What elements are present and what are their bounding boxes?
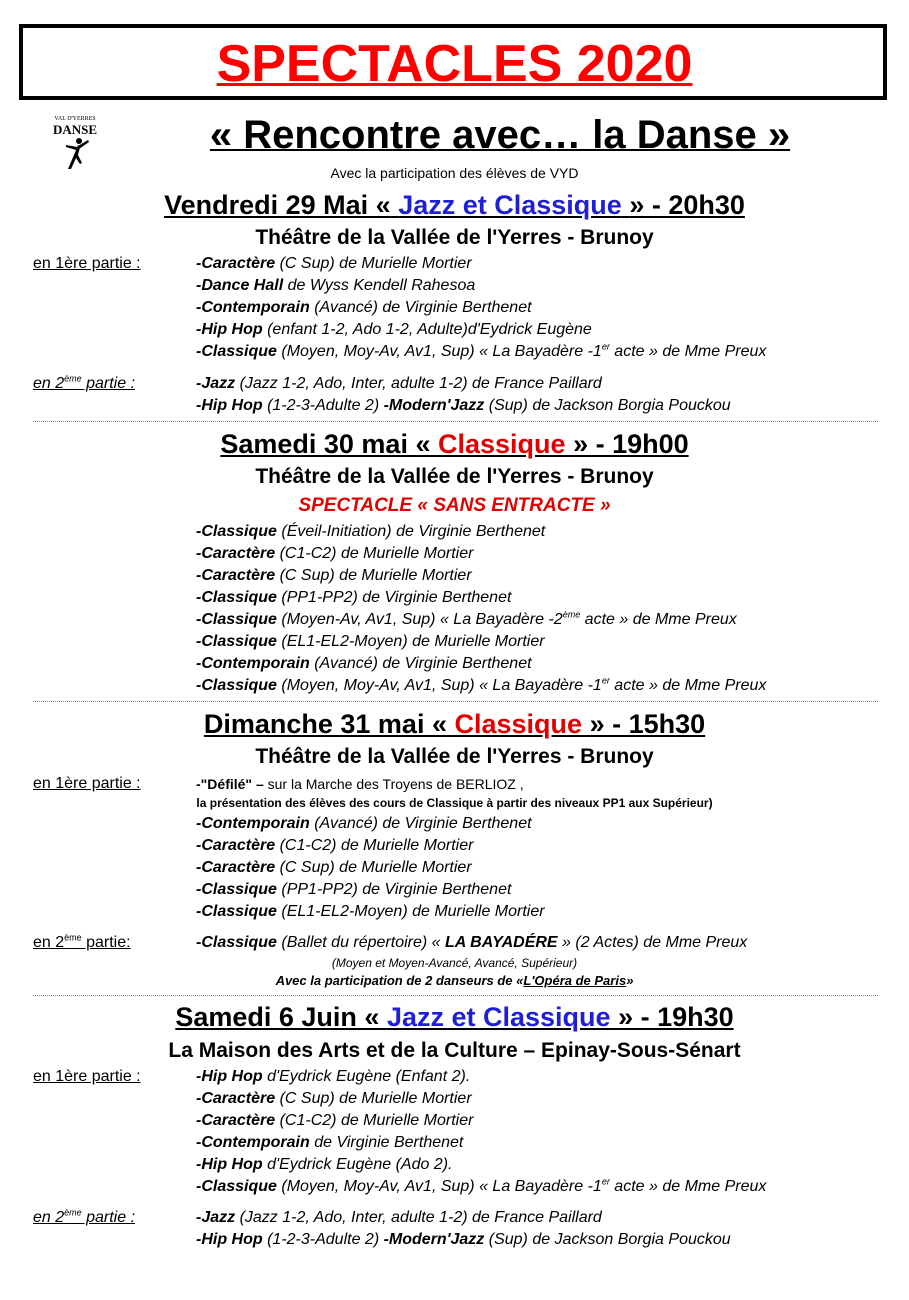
show2-note: SPECTACLE « SANS ENTRACTE » [298,495,611,516]
logo-name: DANSE [52,122,98,137]
participation-note: Avec la participation des élèves de VYD [330,165,579,181]
show3-p1-item: -Caractère (C Sup) de Murielle Mortier [196,859,472,876]
show1-date: Vendredi 29 Mai « [164,190,391,220]
show4-p1-item: -Hip Hop d'Eydrick Eugène (Enfant 2). [196,1068,471,1085]
show1-time: » - 20h30 [629,190,745,220]
show2-item: -Caractère (C1-C2) de Murielle Mortier [196,545,474,562]
show4-p2-item: -Hip Hop (1-2-3-Adulte 2) -Modern'Jazz (Sup) de Jackson Borgia Pouckou [196,1231,731,1248]
show2-item: -Classique (Moyen, Moy-Av, Av1, Sup) « La Bayadère -1er acte » de Mme Preux [196,675,767,694]
show3-date: Dimanche 31 mai « [203,709,447,739]
show1-heading [0,189,909,221]
show1-venue: Théâtre de la Vallée de l'Yerres - Brunoy [255,226,654,249]
show4-p1-item: -Caractère (C Sup) de Murielle Mortier [196,1090,472,1107]
show3-part1-label: en 1ère partie : [33,775,141,792]
show4-p1-item: -Hip Hop d'Eydrick Eugène (Ado 2). [196,1156,453,1173]
show1-part2-label: en 2ème partie : [33,373,136,392]
show4-venue: La Maison des Arts et de la Culture – Epinay-Sous-Sénart [168,1039,741,1062]
show1-p1-item: -Dance Hall de Wyss Kendell Rahesoa [196,277,476,294]
event-subtitle: « Rencontre avec… la Danse » [209,113,791,157]
show2-item: -Classique (PP1-PP2) de Virginie Berthenet [196,589,512,606]
show1-p1-item: -Classique (Moyen, Moy-Av, Av1, Sup) « La Bayadère -1er acte » de Mme Preux [196,341,767,360]
show3-levels: (Moyen et Moyen-Avancé, Avancé, Supérieur) [331,956,578,970]
show3-defile-desc: la présentation des élèves des cours de Classique à partir des niveaux PP1 aux Supérieur) [196,796,713,810]
divider [33,421,878,422]
show1-part1-label: en 1ère partie : [33,255,141,272]
show1-style: Jazz et Classique [398,190,622,220]
show3-part2-label: en 2ème partie: [33,932,131,951]
show2-time: » - 19h00 [573,429,689,459]
show3-time: » - 15h30 [589,709,706,739]
show1-p1-item: -Caractère (C Sup) de Murielle Mortier [196,255,472,272]
show3-p1-item: -Caractère (C1-C2) de Murielle Mortier [196,837,474,854]
show2-date: Samedi 30 mai « [220,429,431,459]
show4-p1-item: -Classique (Moyen, Moy-Av, Av1, Sup) « La Bayadère -1er acte » de Mme Preux [196,1176,767,1195]
show3-style: Classique [454,709,583,739]
show4-p2-item: -Jazz (Jazz 1-2, Ado, Inter, adulte 1-2) de France Paillard [196,1209,602,1226]
show4-p1-item: -Contemporain de Virginie Berthenet [196,1134,464,1151]
show2-item: -Classique (Éveil-Initiation) de Virginie Berthenet [196,523,546,540]
show3-p1-item: -Contemporain (Avancé) de Virginie Berthenet [196,815,532,832]
page-title: SPECTACLES 2020 [216,35,693,93]
show1-p1-item: -Contemporain (Avancé) de Virginie Berthenet [196,299,532,316]
show4-date: Samedi 6 Juin « [175,1002,380,1032]
show3-defile: -"Défilé" – sur la Marche des Troyens de BERLIOZ , [196,776,524,792]
show3-p1-item: -Classique (EL1-EL2-Moyen) de Murielle Mortier [196,903,545,920]
show4-p1-item: -Caractère (C1-C2) de Murielle Mortier [196,1112,474,1129]
show4-heading [0,1001,909,1033]
show3-p1-item: -Classique (PP1-PP2) de Virginie Berthenet [196,881,512,898]
show4-time: » - 19h30 [618,1002,734,1032]
show3-p2-item: -Classique (Ballet du répertoire) « LA BAYADÉRE » (2 Actes) de Mme Preux [196,934,748,951]
show1-p2-item: -Hip Hop (1-2-3-Adulte 2) -Modern'Jazz (Sup) de Jackson Borgia Pouckou [196,397,731,414]
show4-style: Jazz et Classique [386,1002,611,1032]
divider [33,701,878,702]
divider [33,995,878,996]
show3-heading [0,708,909,740]
show3-guests: Avec la participation de 2 danseurs de «L'Opéra de Paris» [275,973,634,988]
show1-p2-item: -Jazz (Jazz 1-2, Ado, Inter, adulte 1-2) de France Paillard [196,375,602,392]
show2-item: -Caractère (C Sup) de Murielle Mortier [196,567,472,584]
logo-top-text: VAL D'YERRES [54,116,96,122]
show2-item: -Classique (Moyen-Av, Av1, Sup) « La Bayadère -2ème acte » de Mme Preux [196,609,737,628]
show2-heading [0,428,909,460]
show2-style: Classique [437,429,566,459]
show4-part2-label: en 2ème partie : [33,1207,136,1226]
show3-venue: Théâtre de la Vallée de l'Yerres - Brunoy [255,745,654,768]
show4-part1-label: en 1ère partie : [33,1068,141,1085]
show2-item: -Contemporain (Avancé) de Virginie Berthenet [196,655,532,672]
show2-venue: Théâtre de la Vallée de l'Yerres - Brunoy [255,465,654,488]
show1-p1-item: -Hip Hop (enfant 1-2, Ado 1-2, Adulte)d'Eydrick Eugène [196,321,592,338]
show2-item: -Classique (EL1-EL2-Moyen) de Murielle Mortier [196,633,545,650]
